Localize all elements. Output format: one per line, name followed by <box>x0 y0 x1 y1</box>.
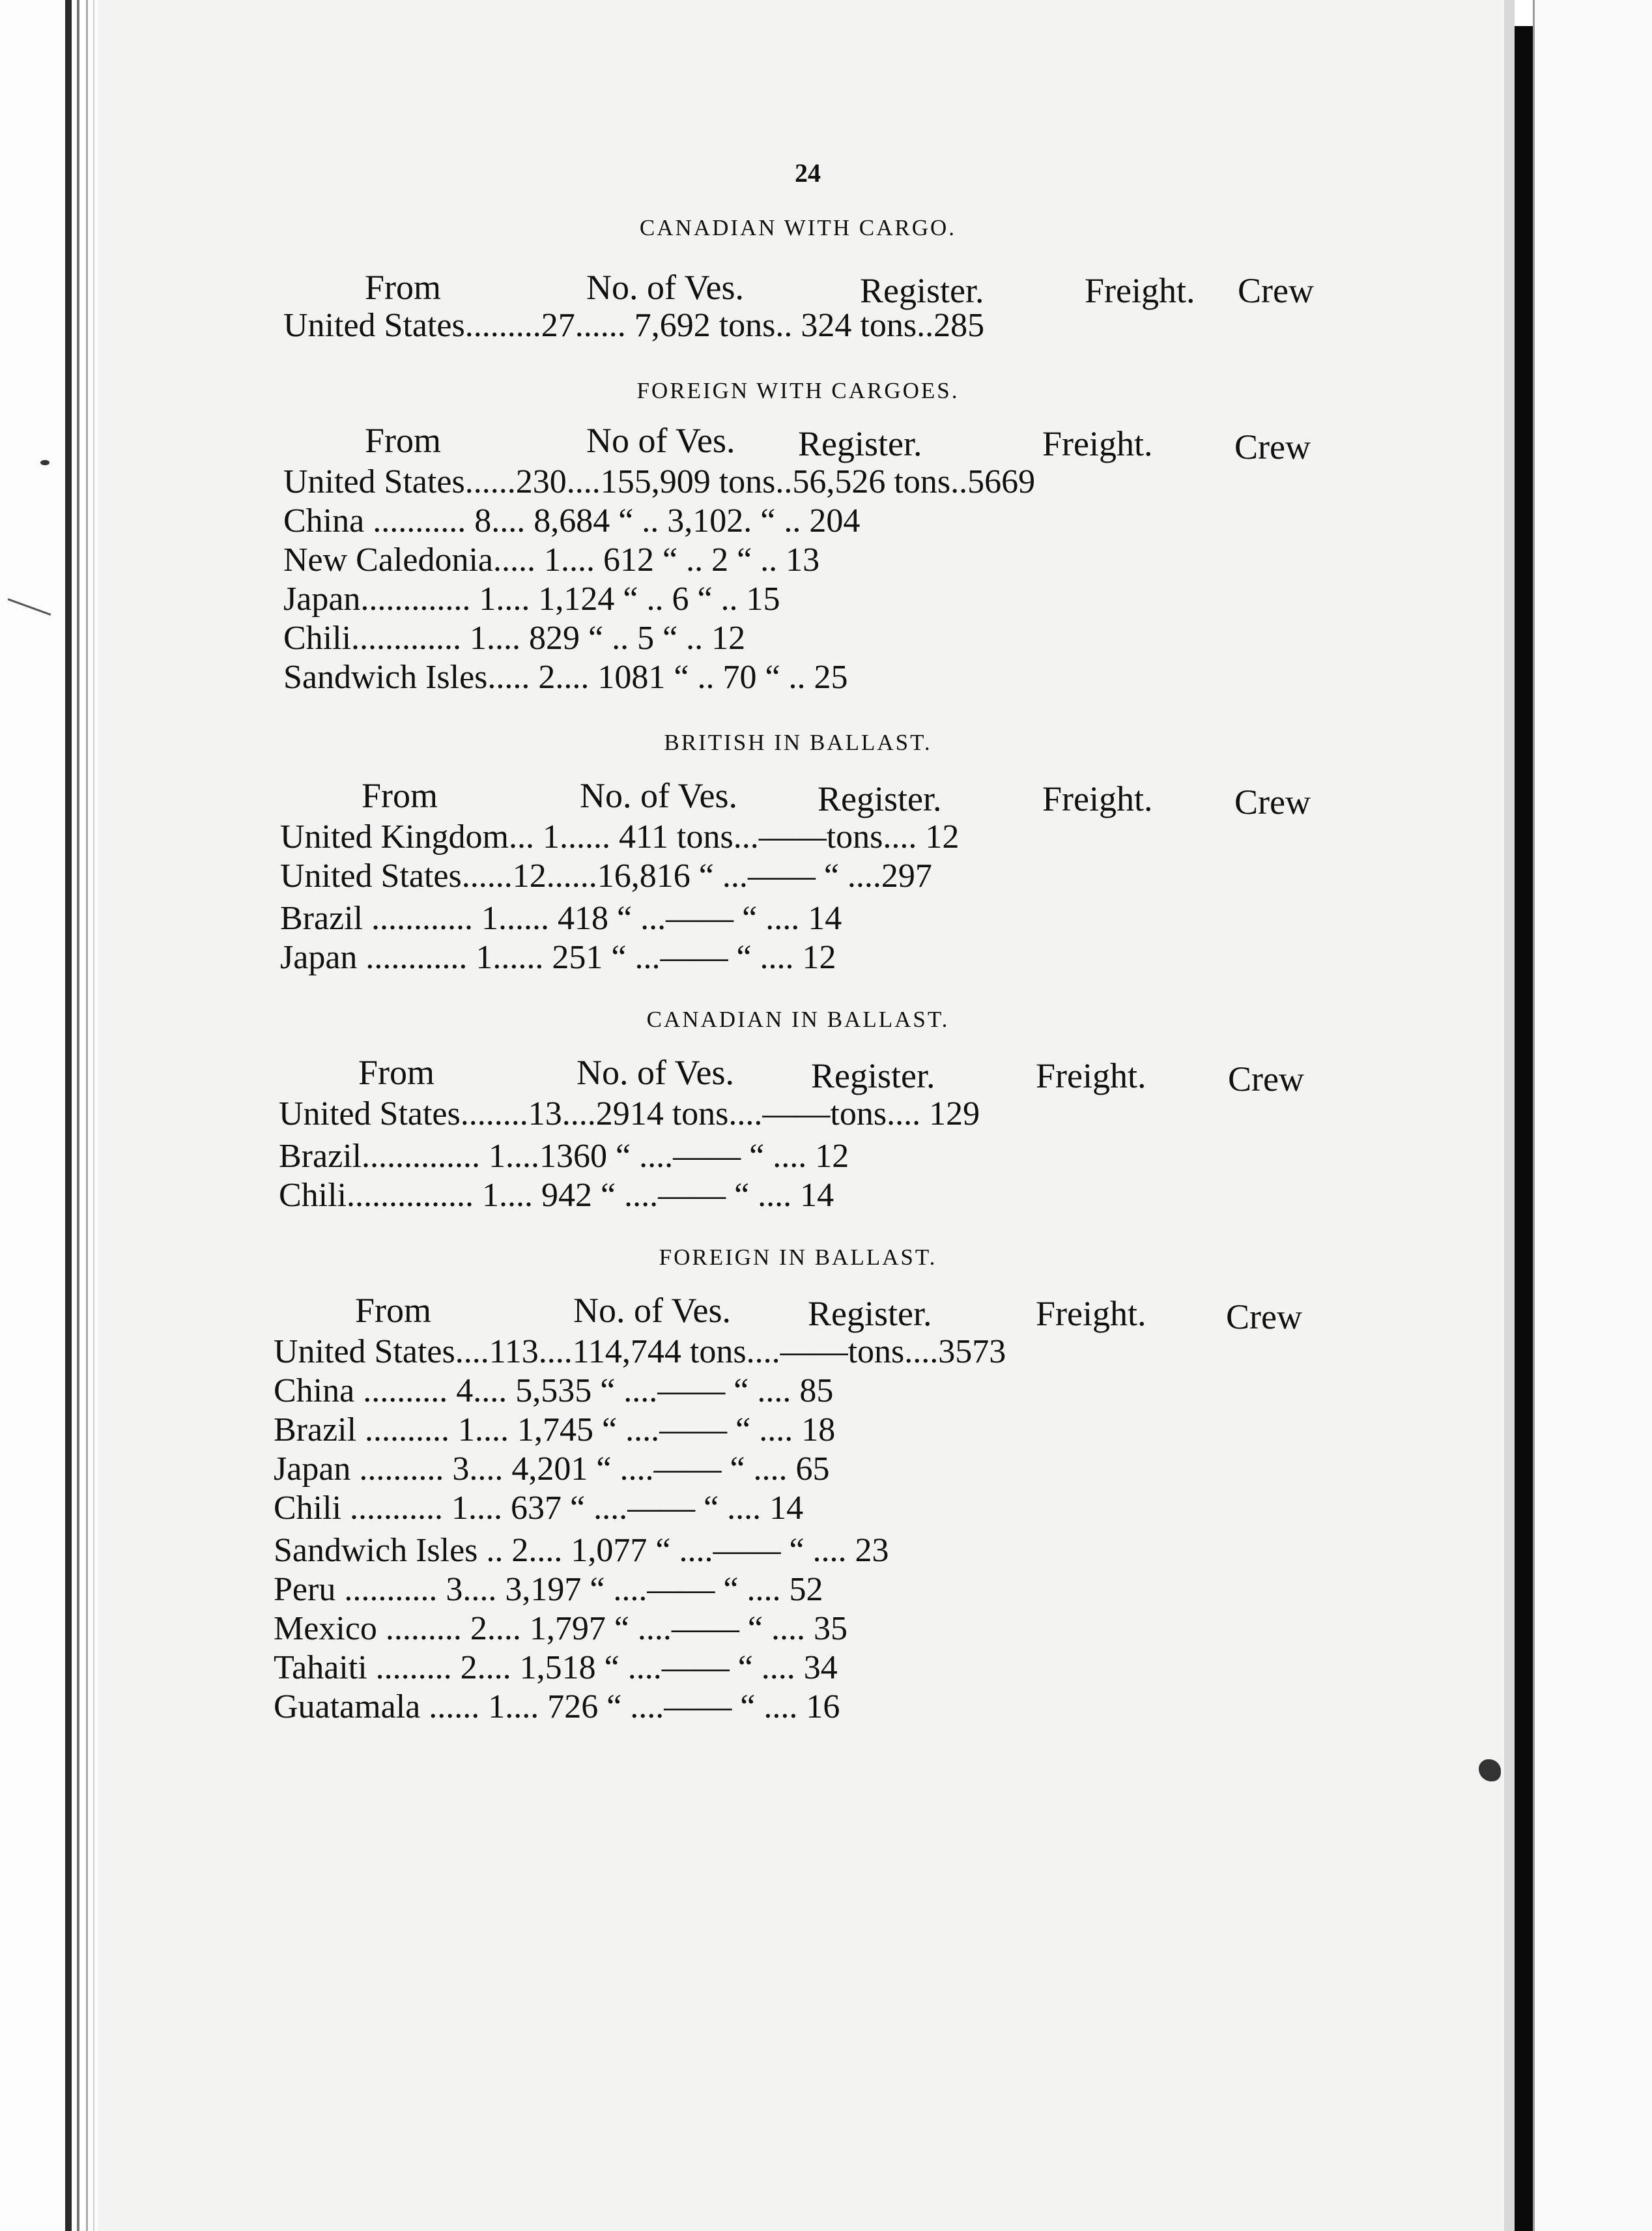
column-header-freight: Freight. <box>1042 424 1153 463</box>
section-title: BRITISH IN BALLAST. <box>664 730 932 755</box>
table-row: United States........13....2914 tons....——tons.... 129 <box>279 1095 980 1132</box>
column-header-freight: Freight. <box>1036 1056 1146 1095</box>
column-header-register: Register. <box>808 1294 932 1333</box>
column-header-crew: Crew <box>1234 427 1311 467</box>
binding-line <box>93 0 94 2231</box>
column-header-vessels: No. of Ves. <box>573 1291 731 1330</box>
table-row: China ........... 8.... 8,684 “ .. 3,102. “ .. 204 <box>283 502 861 540</box>
table-row: Sandwich Isles..... 2.... 1081 “ .. 70 “ .. 25 <box>283 659 848 696</box>
page-shadow <box>1504 0 1515 2231</box>
column-header-from: From <box>355 1291 432 1330</box>
section-title: CANADIAN IN BALLAST. <box>646 1007 950 1032</box>
column-header-vessels: No. of Ves. <box>580 776 737 815</box>
column-header-from: From <box>362 776 438 815</box>
section-title: FOREIGN IN BALLAST. <box>659 1245 937 1270</box>
table-row: Chili............... 1.... 942 “ ....—— “ .... 14 <box>279 1177 834 1214</box>
table-row: United States......230....155,909 tons..56,526 tons..5669 <box>283 463 1036 500</box>
table-row: Peru ........... 3.... 3,197 “ ....—— “ .... 52 <box>274 1571 823 1608</box>
table-row: Tahaiti ......... 2.... 1,518 “ ....—— “ .... 34 <box>274 1649 838 1686</box>
column-header-from: From <box>358 1053 435 1092</box>
table-row: Japan .......... 3.... 4,201 “ ....—— “ .... 65 <box>274 1450 830 1488</box>
section-title: FOREIGN WITH CARGOES. <box>636 378 960 403</box>
table-row: New Caledonia..... 1.... 612 “ .. 2 “ .. 13 <box>283 541 820 579</box>
column-header-crew: Crew <box>1228 1059 1304 1099</box>
table-row: Chili ........... 1.... 637 “ ....—— “ .... 14 <box>274 1490 804 1527</box>
ink-blot <box>40 460 50 465</box>
table-row: Guatamala ...... 1.... 726 “ ....—— “ .... 16 <box>274 1688 840 1725</box>
table-row: United States....113....114,744 tons....——tons....3573 <box>274 1333 1006 1370</box>
table-row: United Kingdom... 1...... 411 tons...——tons.... 12 <box>280 818 960 856</box>
column-header-register: Register. <box>811 1056 935 1095</box>
table-row: Japan ............ 1...... 251 “ ...—— “ .... 12 <box>280 939 836 976</box>
column-header-freight: Freight. <box>1085 271 1195 310</box>
column-header-vessels: No. of Ves. <box>586 268 744 307</box>
page-number: 24 <box>795 158 821 188</box>
binding-line <box>65 0 72 2231</box>
column-header-vessels: No. of Ves. <box>577 1053 734 1092</box>
column-header-crew: Crew <box>1234 783 1311 822</box>
facing-page-border <box>1533 0 1535 2231</box>
table-row: Brazil .......... 1.... 1,745 “ ....—— “ .... 18 <box>274 1411 836 1448</box>
column-header-from: From <box>365 268 442 307</box>
column-header-register: Register. <box>860 271 984 310</box>
facing-page-edge <box>1533 0 1652 2231</box>
column-header-freight: Freight. <box>1042 779 1153 818</box>
column-header-vessels: No of Ves. <box>586 421 735 460</box>
column-header-crew: Crew <box>1226 1297 1302 1336</box>
table-row: Sandwich Isles .. 2.... 1,077 “ ....—— “ .... 23 <box>274 1532 889 1569</box>
table-row: Brazil ............ 1...... 418 “ ...—— “ .... 14 <box>280 900 842 937</box>
column-header-register: Register. <box>798 424 922 463</box>
section-title: CANADIAN WITH CARGO. <box>639 215 957 240</box>
table-row: Brazil.............. 1....1360 “ ....—— “ .... 12 <box>279 1138 849 1175</box>
page-left-edge <box>0 0 98 2231</box>
table-row: United States.........27...... 7,692 tons.. 324 tons..285 <box>283 307 985 344</box>
column-header-from: From <box>365 421 442 460</box>
table-row: United States......12......16,816 “ ...—— “ ....297 <box>280 857 932 895</box>
table-row: Japan............. 1.... 1,124 “ .. 6 “ .. 15 <box>283 581 780 618</box>
binding-line <box>86 0 88 2231</box>
binding-line <box>77 0 79 2231</box>
table-row: Chili............. 1.... 829 “ .. 5 “ .. 12 <box>283 620 746 657</box>
column-header-register: Register. <box>818 779 942 818</box>
table-row: China .......... 4.... 5,535 “ ....—— “ .... 85 <box>274 1372 834 1409</box>
column-header-freight: Freight. <box>1036 1294 1146 1333</box>
table-row: Mexico ......... 2.... 1,797 “ ....—— “ .... 35 <box>274 1610 848 1647</box>
column-header-crew: Crew <box>1238 271 1314 310</box>
book-spine <box>1515 26 1533 2231</box>
